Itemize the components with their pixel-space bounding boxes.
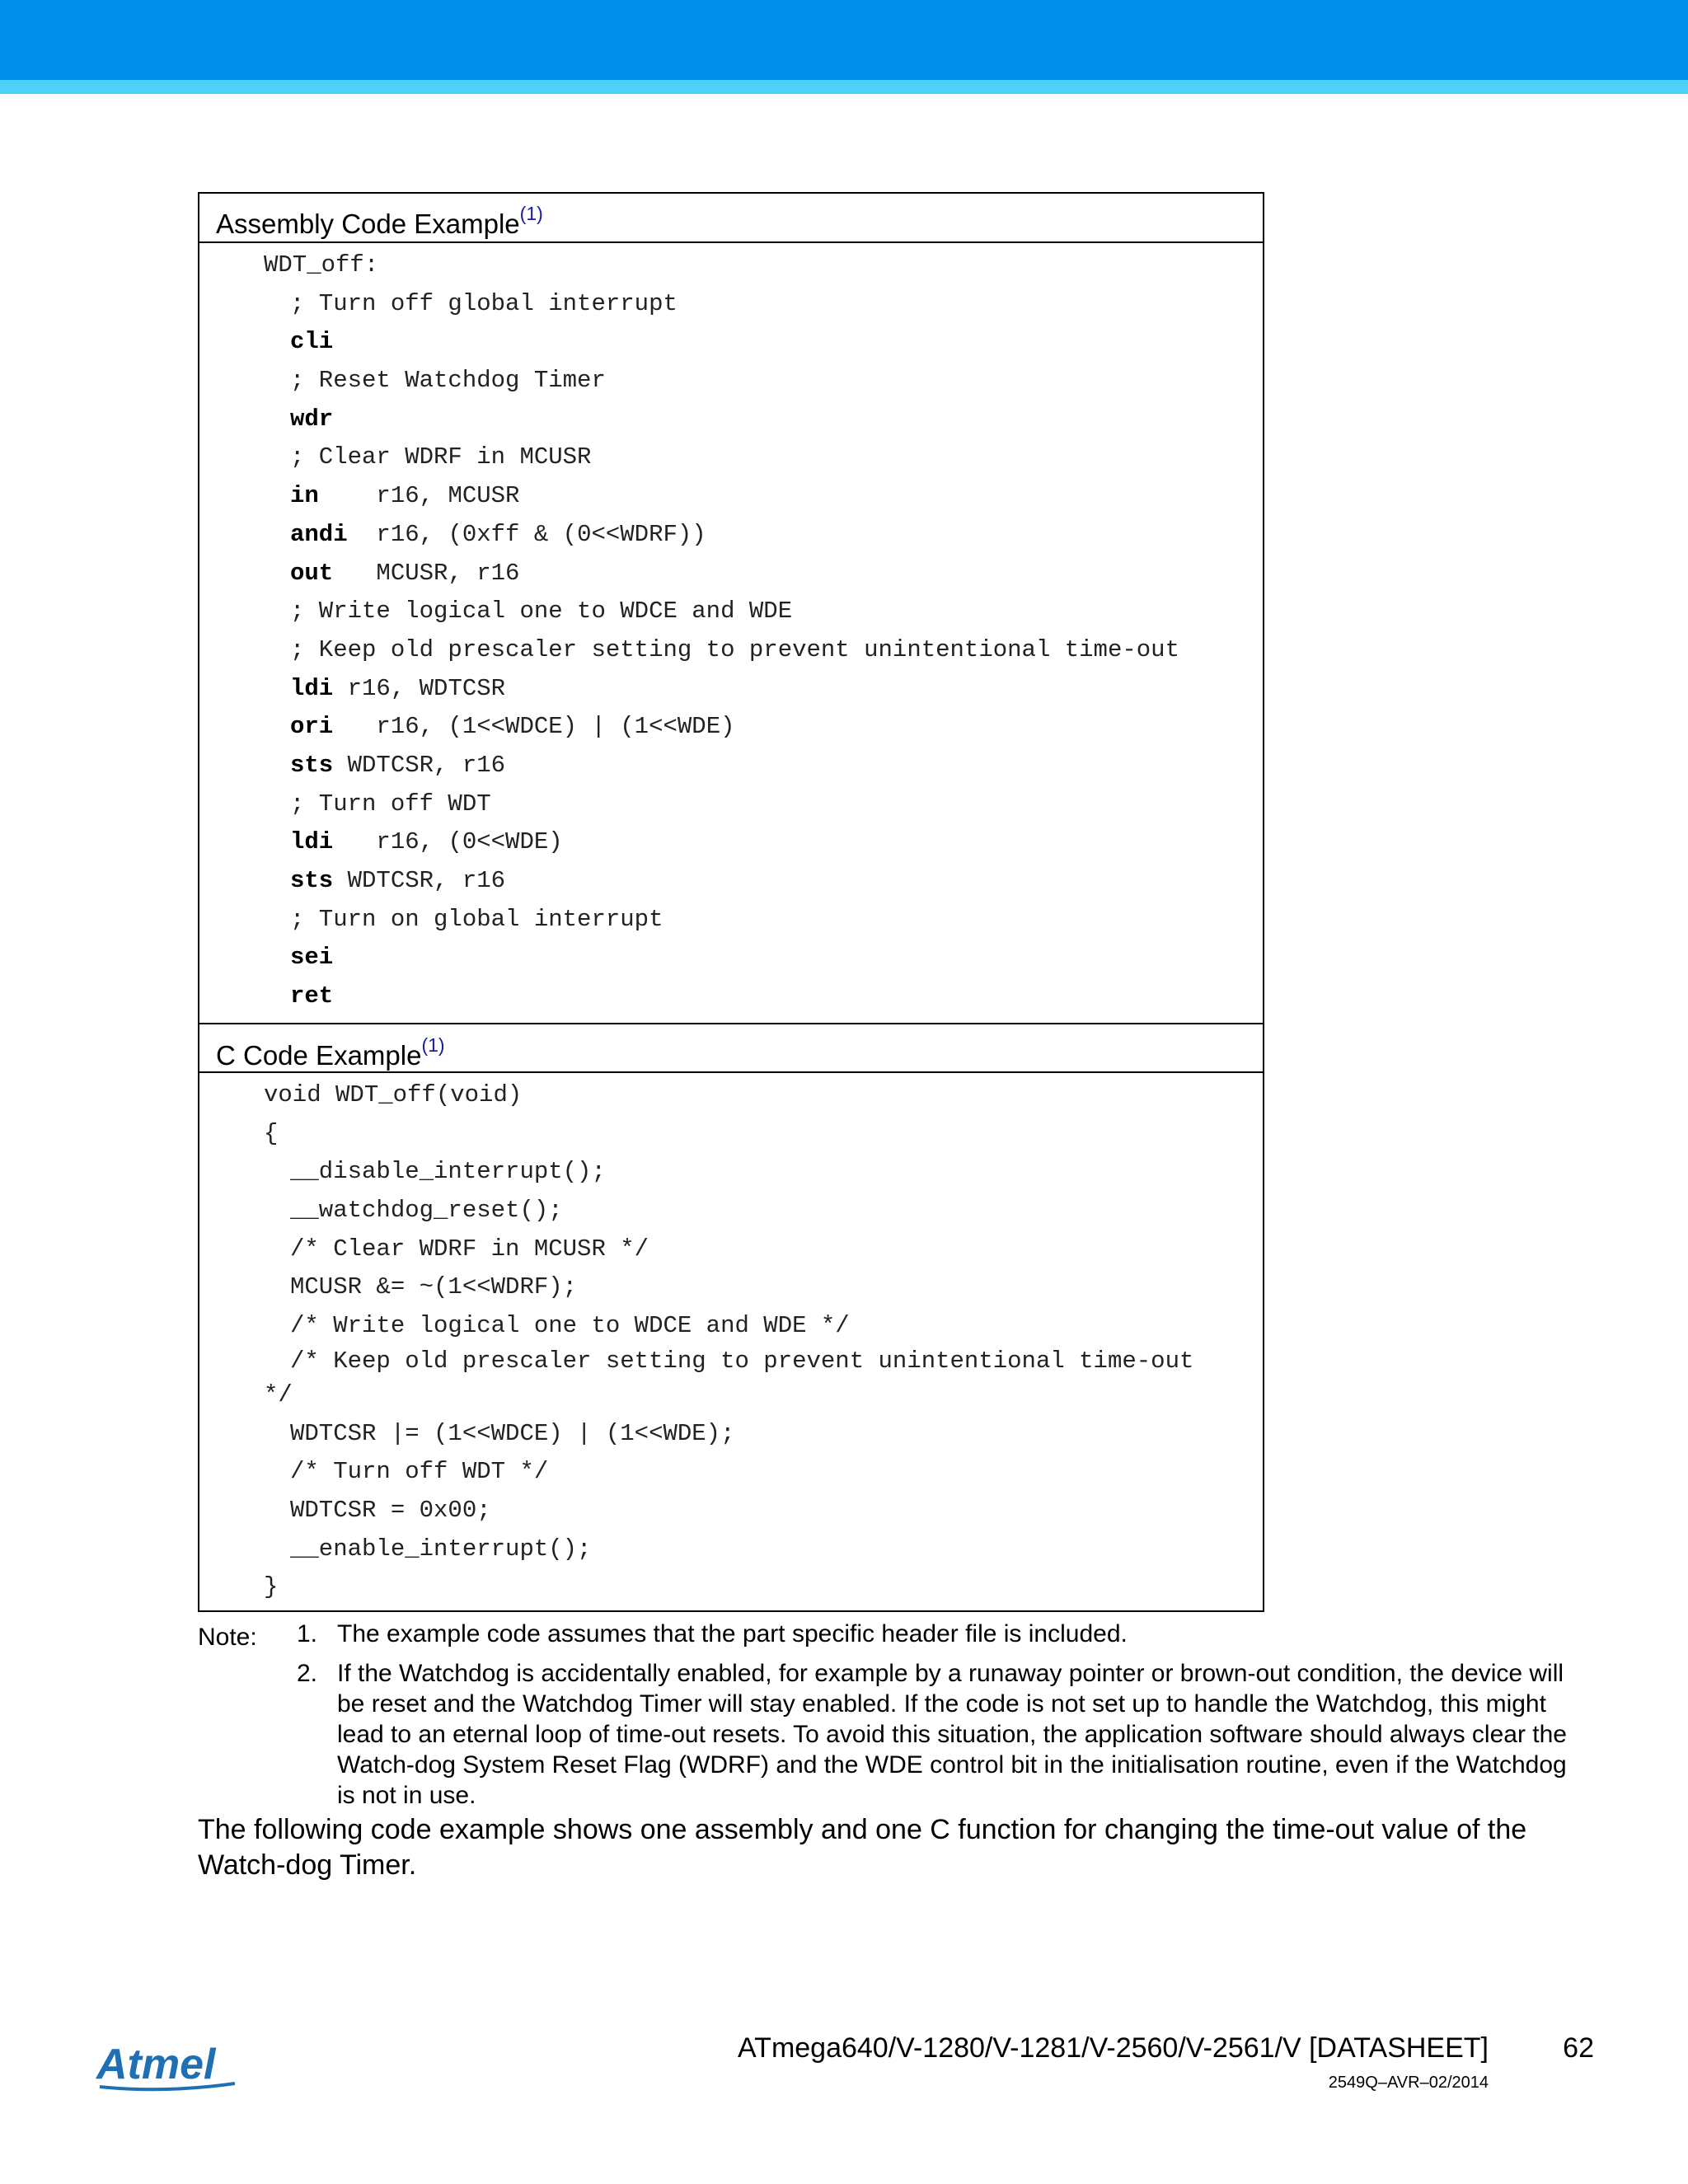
instruction: ori: [290, 713, 334, 741]
instruction: out: [290, 559, 334, 587]
code-line: [199, 939, 1263, 977]
code-line: {: [264, 1119, 279, 1147]
code-comment: ; Write logical one to WDCE and WDE: [290, 598, 793, 626]
instruction: ldi: [290, 674, 334, 702]
note-text: The example code assumes that the part specific header file is included.: [337, 1620, 1128, 1647]
instruction: ldi: [290, 828, 334, 856]
code-line: WDT_off:: [264, 251, 379, 279]
c-code-block: [199, 1076, 1263, 1607]
note-number: 1.: [297, 1620, 318, 1647]
code-line: MCUSR &= ~(1<<WDRF);: [290, 1273, 578, 1301]
document-code: 2549Q–AVR–02/2014: [1328, 2074, 1489, 2092]
code-comment: /* Keep old prescaler setting to prevent unintentional time-out: [290, 1347, 1194, 1375]
code-line: ldi r16, WDTCSR: [290, 674, 506, 702]
code-line: ori r16, (1<<WDCE) | (1<<WDE): [290, 713, 735, 741]
code-line: [199, 323, 1263, 362]
code-line: ldi r16, (0<<WDE): [290, 828, 563, 856]
code-line: __watchdog_reset();: [290, 1197, 563, 1225]
code-comment: ; Clear WDRF in MCUSR: [290, 443, 592, 471]
code-line: [199, 401, 1263, 439]
c-example-header: [199, 1023, 1263, 1073]
code-comment: ; Keep old prescaler setting to prevent unintentional time-out: [290, 635, 1179, 663]
page-number: 62: [1563, 2032, 1594, 2064]
instruction: sts: [290, 751, 334, 779]
header-stripe: [0, 80, 1688, 94]
code-line: void WDT_off(void): [264, 1081, 523, 1108]
c-note-ref[interactable]: (1): [421, 1034, 445, 1056]
code-comment: /* Clear WDRF in MCUSR */: [290, 1235, 649, 1263]
code-line: WDTCSR |= (1<<WDCE) | (1<<WDE);: [290, 1419, 735, 1447]
code-line: __disable_interrupt();: [290, 1158, 606, 1186]
instruction: in: [290, 482, 319, 510]
body-paragraph: The following code example shows one assembly and one C function for changing the time-out value of the Watch-dog Timer.: [198, 1814, 1527, 1881]
code-line: out MCUSR, r16: [290, 559, 520, 587]
atmel-logo: [95, 2036, 239, 2097]
code-comment: /* Write logical one to WDCE and WDE */: [290, 1312, 850, 1340]
instruction: sts: [290, 867, 334, 894]
instruction: cli: [290, 328, 334, 356]
instruction: sei: [290, 944, 334, 972]
instruction: andi: [290, 520, 348, 548]
atmel-logo-text: Atmel: [96, 2041, 216, 2088]
c-header-text: C Code Example: [216, 1040, 422, 1071]
code-line: __enable_interrupt();: [290, 1535, 592, 1563]
assembly-header-text: Assembly Code Example: [216, 209, 520, 239]
note-text: If the Watchdog is accidentally enabled, for example by a runaway pointer or brown-out condition, the device will be reset and the Watchdog Timer will stay enabled. If the code is not set up to handle the Watchdog, this might lead to an eternal loop of time-out resets. To avoid this situation, the application software should always clear the Watch-dog System Reset Flag (WDRF) and the WDE control bit in the initialisation routine, even if the Watchdog is not in use.: [337, 1660, 1567, 1809]
code-comment: ; Turn off global interrupt: [290, 289, 678, 317]
code-line: WDTCSR = 0x00;: [290, 1496, 491, 1524]
instruction: ret: [290, 982, 334, 1010]
header-banner: [0, 0, 1688, 80]
note-number: 2.: [297, 1660, 318, 1687]
code-line: in r16, MCUSR: [290, 482, 520, 510]
code-comment: ; Turn off WDT: [290, 790, 491, 818]
assembly-code-block: [199, 246, 1263, 1016]
code-line: sts WDTCSR, r16: [290, 867, 506, 894]
code-line: sts WDTCSR, r16: [290, 751, 506, 779]
code-comment: /* Turn off WDT */: [290, 1458, 549, 1486]
code-line: }: [264, 1573, 279, 1601]
code-line: andi r16, (0xff & (0<<WDRF)): [290, 520, 706, 548]
note-label: Note:: [198, 1624, 257, 1651]
code-example-table: [198, 192, 1264, 1612]
assembly-note-ref[interactable]: (1): [519, 203, 543, 224]
code-comment: ; Reset Watchdog Timer: [290, 367, 606, 395]
code-comment: ; Turn on global interrupt: [290, 905, 663, 933]
assembly-example-header: [199, 194, 1263, 243]
footer-doc-title: ATmega640/V-1280/V-1281/V-2560/V-2561/V [DATASHEET]: [738, 2032, 1489, 2064]
instruction: wdr: [290, 405, 334, 433]
code-line: [199, 977, 1263, 1016]
code-comment: */: [264, 1380, 293, 1408]
